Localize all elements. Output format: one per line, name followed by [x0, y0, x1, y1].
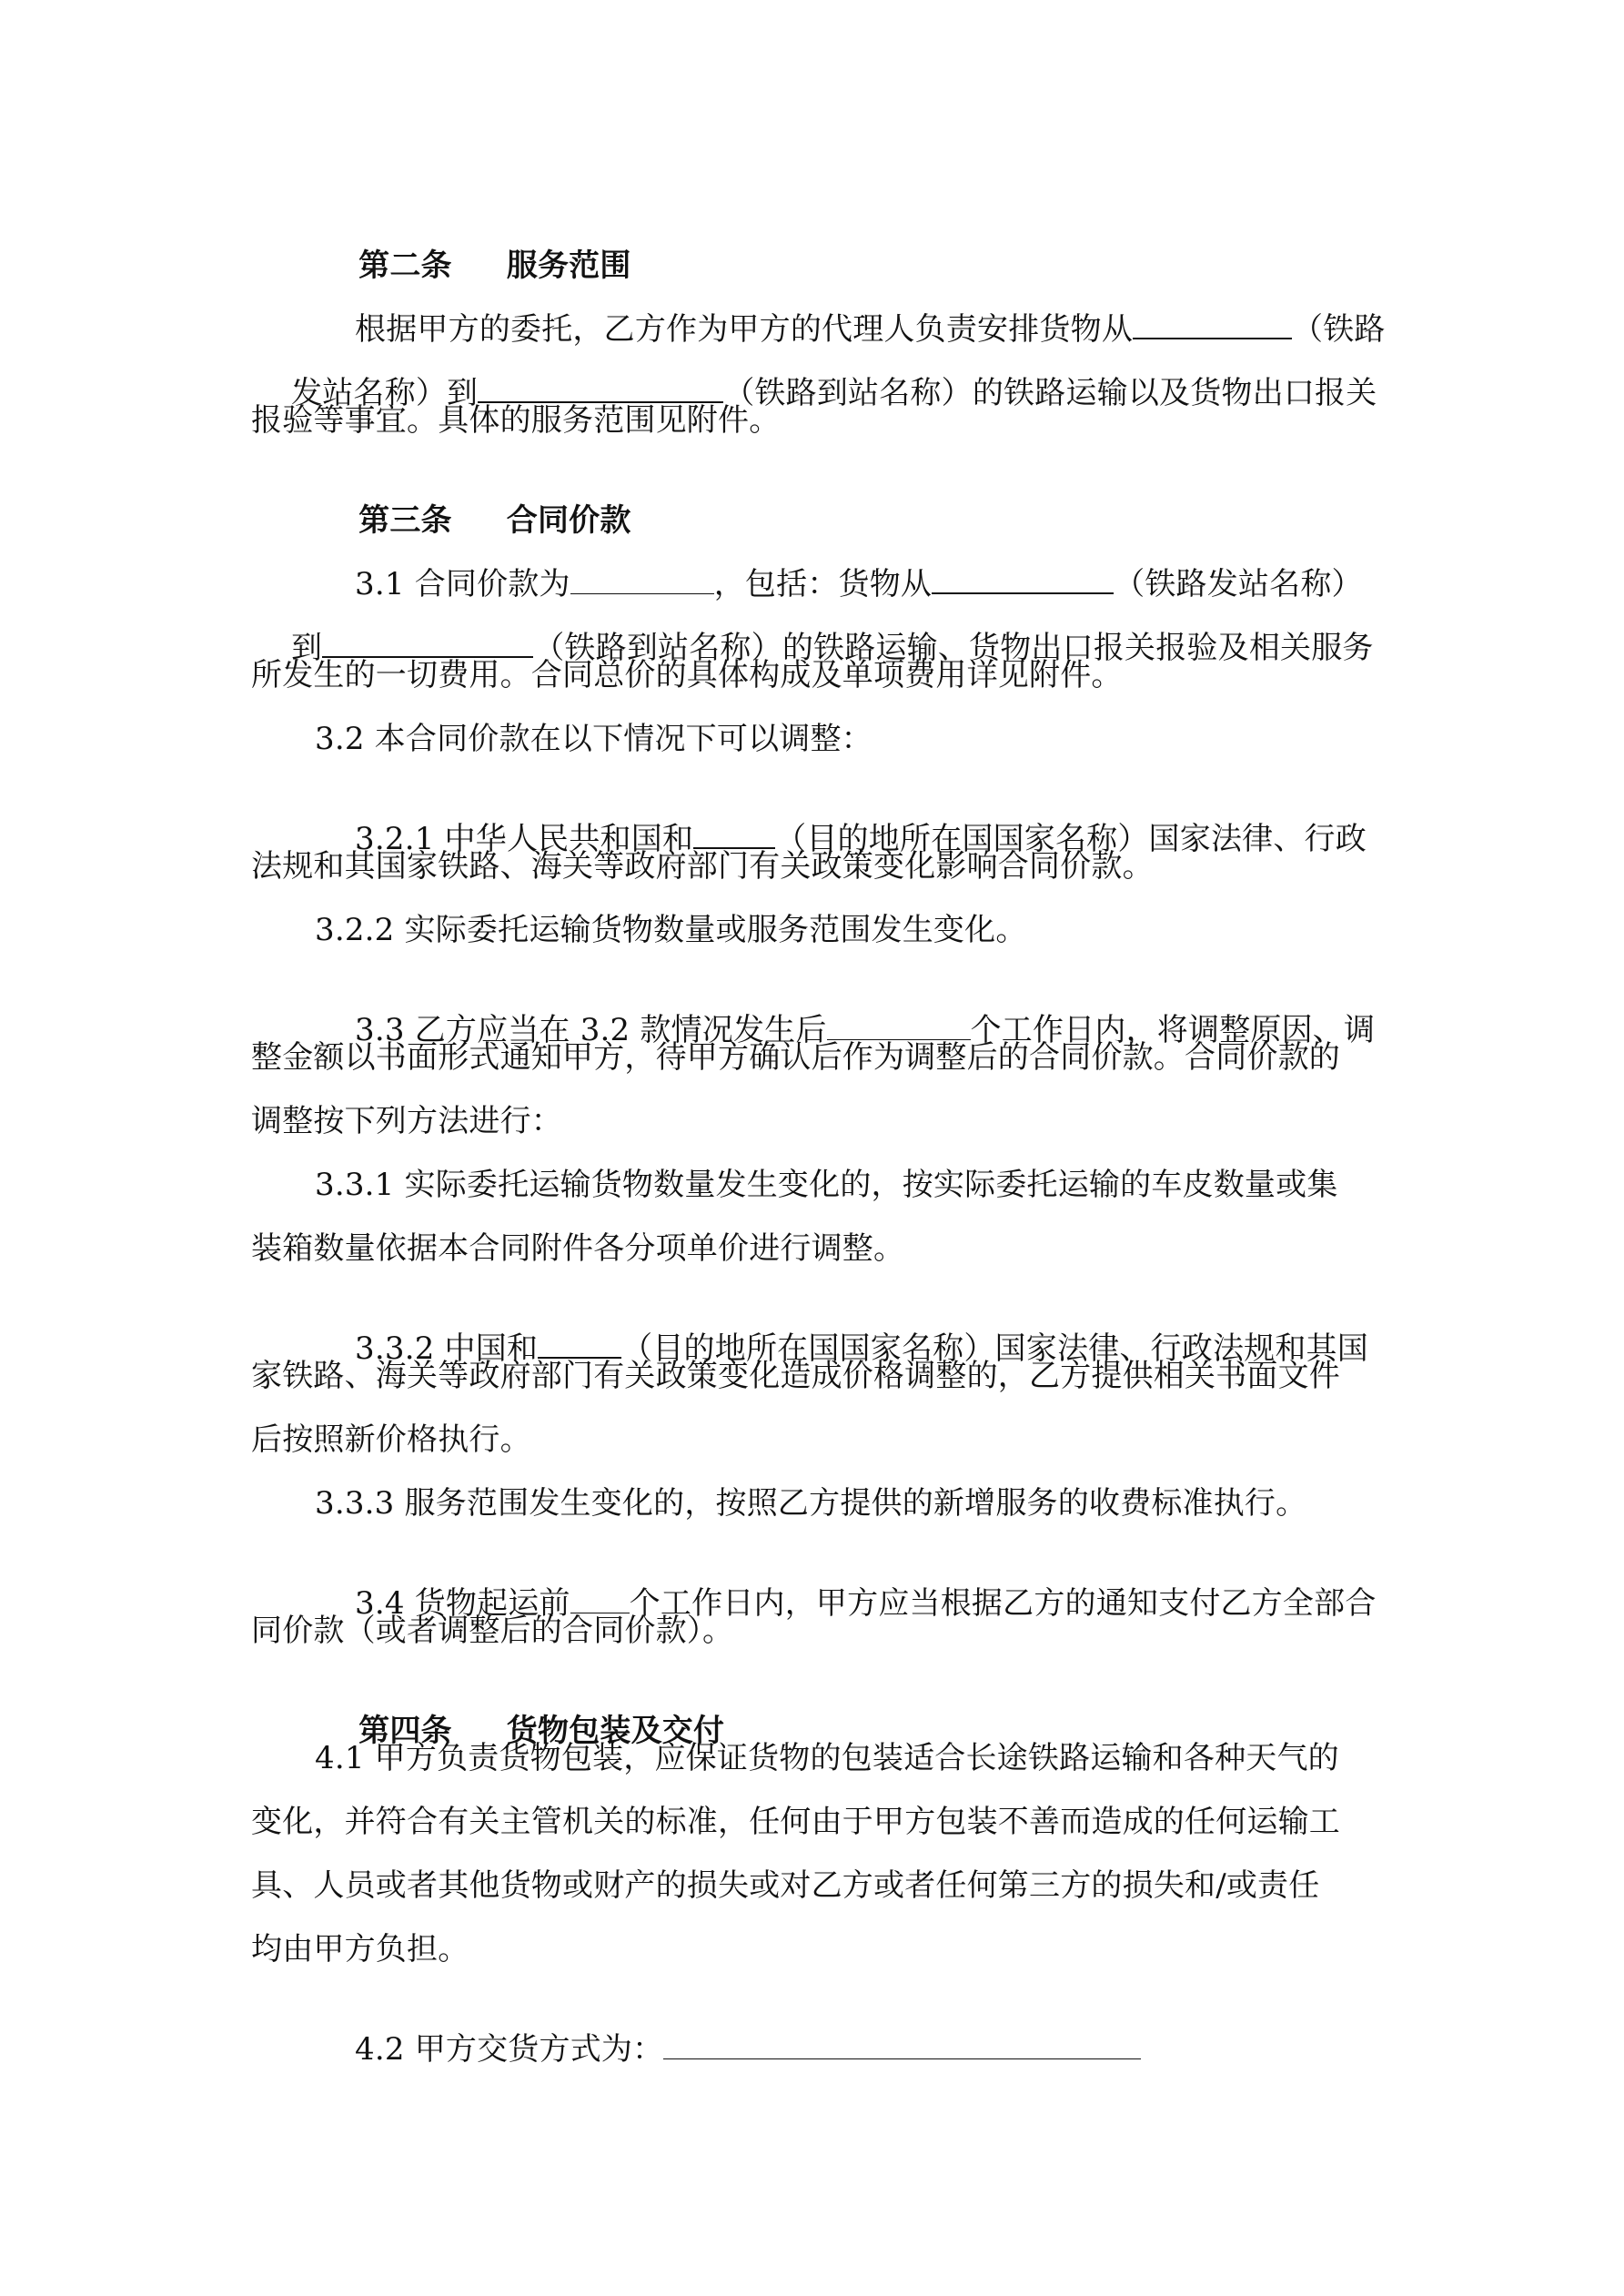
text: 发站名称）到	[291, 375, 479, 411]
fill-blank	[322, 631, 533, 658]
text: 3.4 货物起运前	[355, 1585, 570, 1622]
text: 3.2.1 中华人民共和国和	[355, 821, 694, 857]
paragraph-line: 整金额以书面形式通知甲方，待甲方确认后作为调整后的合同价款。合同价款的	[251, 1039, 1340, 1076]
paragraph-line: 3.2 本合同价款在以下情况下可以调整：	[315, 721, 873, 757]
fill-blank	[693, 822, 775, 849]
fill-blank	[827, 1014, 971, 1040]
fill-blank	[932, 567, 1114, 594]
article-title: 合同价款	[506, 502, 631, 539]
paragraph-line: 3.2.2 实际委托运输货物数量或服务范围发生变化。	[315, 912, 1027, 948]
text: 3.3 乙方应当在 3.2 款情况发生后	[355, 1012, 827, 1048]
article-number: 第四条	[358, 1713, 452, 1749]
paragraph-line: 调整按下列方法进行：	[251, 1103, 562, 1139]
paragraph-line: 4.1 甲方负责货物包装，应保证货物的包装适合长途铁路运输和各种天气的	[315, 1740, 1339, 1776]
paragraph-line: 3.3.1 实际委托运输货物数量发生变化的，按实际委托运输的车皮数量或集	[315, 1167, 1338, 1203]
fill-blank	[663, 2033, 1141, 2059]
text: （目的地所在国国家名称）国家法律、行政	[775, 821, 1367, 857]
paragraph-line: 同价款（或者调整后的合同价款）。	[251, 1613, 734, 1649]
text: 3.1 合同价款为	[355, 566, 570, 602]
paragraph-line: 3.3.3 服务范围发生变化的，按照乙方提供的新增服务的收费标准执行。	[315, 1485, 1307, 1522]
text: 个工作日内，将调整原因、调	[970, 1012, 1376, 1048]
paragraph-line: 家铁路、海关等政府部门有关政策变化造成价格调整的，乙方提供相关书面文件	[251, 1358, 1340, 1394]
article-title: 货物包装及交付	[506, 1713, 725, 1749]
text: 个工作日内，甲方应当根据乙方的通知支付乙方全部合	[629, 1585, 1377, 1622]
text: 根据甲方的委托，乙方作为甲方的代理人负责安排货物从	[355, 311, 1134, 348]
article-title: 服务范围	[506, 248, 631, 284]
text: （目的地所在国国家名称）国家法律、行政法规和其国	[621, 1330, 1368, 1367]
article-number: 第三条	[358, 502, 452, 539]
paragraph-line: 报验等事宜。具体的服务范围见附件。	[251, 402, 781, 439]
fill-blank	[570, 1587, 630, 1613]
text: ，包括：货物从	[713, 566, 933, 602]
paragraph-line: 变化，并符合有关主管机关的标准，任何由于甲方包装不善而造成的任何运输工	[251, 1804, 1340, 1840]
text: 3.3.2 中国和	[355, 1330, 539, 1367]
text: （铁路到站名称）的铁路运输以及货物出口报关	[723, 375, 1377, 411]
article-number: 第二条	[358, 248, 452, 284]
paragraph-line: 装箱数量依据本合同附件各分项单价进行调整。	[251, 1230, 905, 1267]
text: （铁路发站名称）	[1114, 566, 1363, 602]
paragraph-line: 后按照新价格执行。	[251, 1421, 531, 1458]
text: 4.2 甲方交货方式为：	[355, 2031, 664, 2068]
paragraph-line: 所发生的一切费用。合同总价的具体构成及单项费用详见附件。	[251, 657, 1123, 693]
paragraph-line: 法规和其国家铁路、海关等政府部门有关政策变化影响合同价款。	[251, 848, 1154, 885]
fill-blank	[1133, 312, 1292, 339]
fill-blank	[538, 1331, 621, 1359]
fill-blank	[478, 376, 723, 403]
text: （铁路到站名称）的铁路运输、货物出口报关报验及相关服务	[533, 630, 1374, 666]
text: 到	[291, 630, 323, 666]
text: （铁路	[1292, 311, 1386, 348]
fill-blank	[570, 568, 714, 594]
paragraph-line: 均由甲方负担。	[251, 1931, 469, 1967]
paragraph-line: 具、人员或者其他货物或财产的损失或对乙方或者任何第三方的损失和/或责任	[251, 1867, 1320, 1904]
paragraph-line	[315, 1995, 1141, 2104]
